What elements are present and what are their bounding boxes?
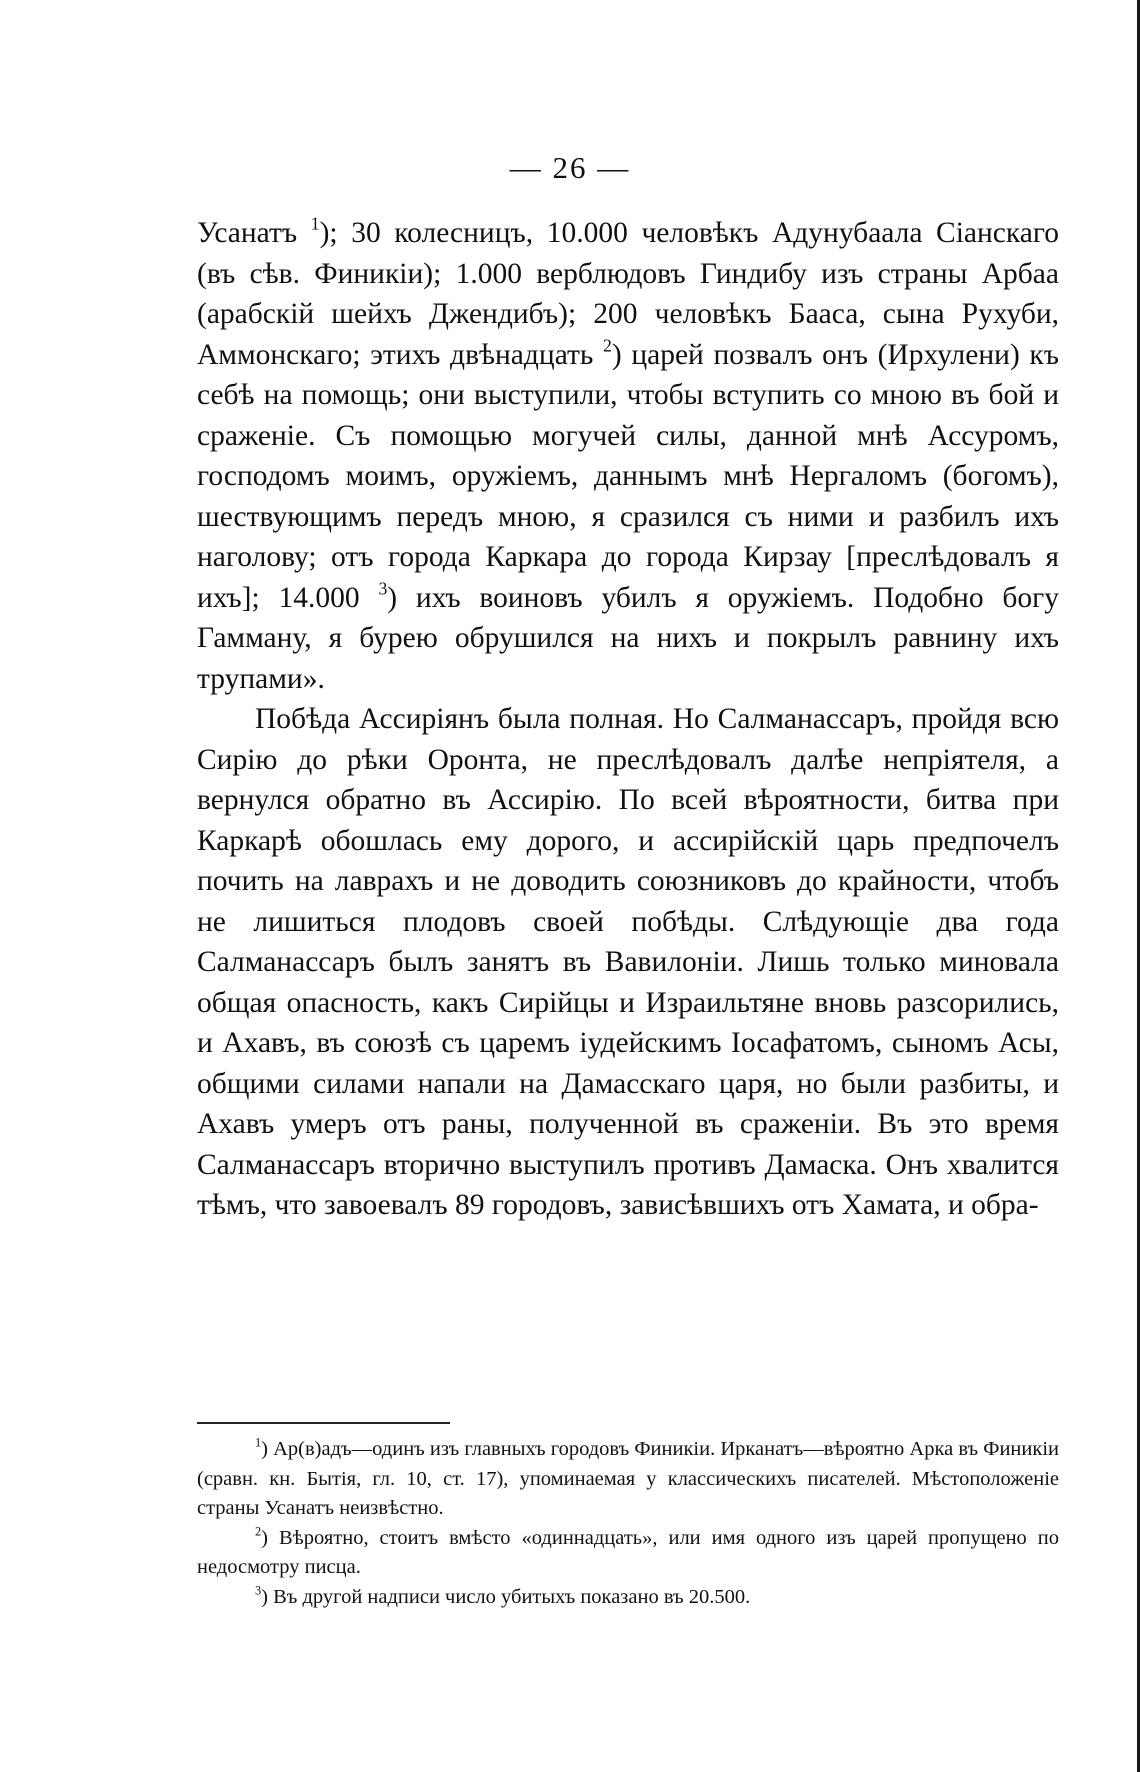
footnote-3-text: ) Въ другой надписи число убитыхъ показано въ 20.500. xyxy=(261,1585,751,1608)
footnote-mark-3: 3 xyxy=(255,1582,262,1597)
footnotes xyxy=(197,1435,1059,1612)
paragraph-1-start: Усанатъ xyxy=(197,217,311,249)
paragraph-2: Побѣда Ассиріянъ была полная. Но Салманассаръ, пройдя всю Сирію до рѣки Оронта, не преслѣдовалъ далѣе непріятеля, а вернулся обратно въ Ассирію. По всей вѣроятности, битва при Каркарѣ обошлась ему дорого, и ассирійскій царь предпочелъ почить на лаврахъ и не доводить союзниковъ до крайности, чтобъ не лишиться плодовъ своей побѣды. Слѣдующіе два года Салманассаръ былъ занятъ въ Вавилоніи. Лишь только миновала общая опасность, какъ Сирійцы и Израильтяне вновь разсорились, и Ахавъ, въ союзѣ съ царемъ іудейскимъ Іосафатомъ, сыномъ Асы, общими силами напали на Дамасскаго царя, но были разбиты, и Ахавъ умеръ отъ раны, полученной въ сраженіи. Въ это время Салманассаръ вторично выступилъ противъ Дамаска. Онъ хвалится тѣмъ, что завоевалъ 89 городовъ, зависѣвшихъ отъ Хамата, и обра- xyxy=(197,703,1059,1221)
page-number: — 26 — xyxy=(509,150,631,185)
footnote-ref-1[interactable]: 1 xyxy=(310,213,320,234)
footnote-mark-2: 2 xyxy=(255,1523,262,1538)
footnote-1 xyxy=(197,1435,1059,1524)
main-text xyxy=(197,213,1059,1226)
paragraph-1-end: ) ихъ воиновъ убилъ я оружіемъ. Подобно богу Гамману, я бурею обрушился на нихъ и покрылъ равнину ихъ трупами». xyxy=(197,581,1059,695)
footnote-2 xyxy=(197,1524,1059,1583)
footnote-divider xyxy=(197,1422,450,1424)
footnote-2-text: ) Вѣроятно, стоитъ вмѣсто «одиннадцать», или имя одного изъ царей пропущено по недосмотру писца. xyxy=(197,1526,1059,1578)
paragraph-1-continued: ) царей позвалъ онъ (Ирхулени) къ себѣ на помощь; они выступили, чтобы вступить со мною въ бой и сраженіе. Съ помощью могучей силы, данной мнѣ Ассуромъ, господомъ моимъ, оружіемъ, даннымъ мнѣ Нергаломъ (богомъ), шествующимъ передъ мною, я сразился съ ними и разбилъ ихъ наголову; отъ города Каркара до города Кирзау [преслѣдовалъ я ихъ]; 14.000 xyxy=(197,338,1059,614)
paragraph-1 xyxy=(197,213,1059,699)
footnote-ref-3[interactable]: 3 xyxy=(378,578,388,599)
paragraph-1-middle: ); 30 колесницъ, 10.000 человѣкъ Адунубаала Сіанскаго (въ сѣв. Финикіи); 1.000 верблюдовъ Гиндибу изъ страны Арбаа (арабскій шейхъ Джендибъ); 200 человѣкъ Бааса, сына Рухуби, Аммонскаго; этихъ двѣнадцать xyxy=(197,217,1059,371)
footnote-mark-1: 1 xyxy=(255,1435,262,1450)
footnote-3 xyxy=(197,1583,1059,1613)
footnote-1-text: ) Ар(в)адъ—одинъ изъ главныхъ городовъ Финикіи. Ирканатъ—вѣроятно Арка въ Финикіи (сравн. кн. Бытія, гл. 10, ст. 17), упоминаемая у классическихъ писателей. Мѣстоположеніе страны Усанатъ неизвѣстно. xyxy=(197,1438,1059,1519)
footnote-ref-2[interactable]: 2 xyxy=(603,335,612,356)
